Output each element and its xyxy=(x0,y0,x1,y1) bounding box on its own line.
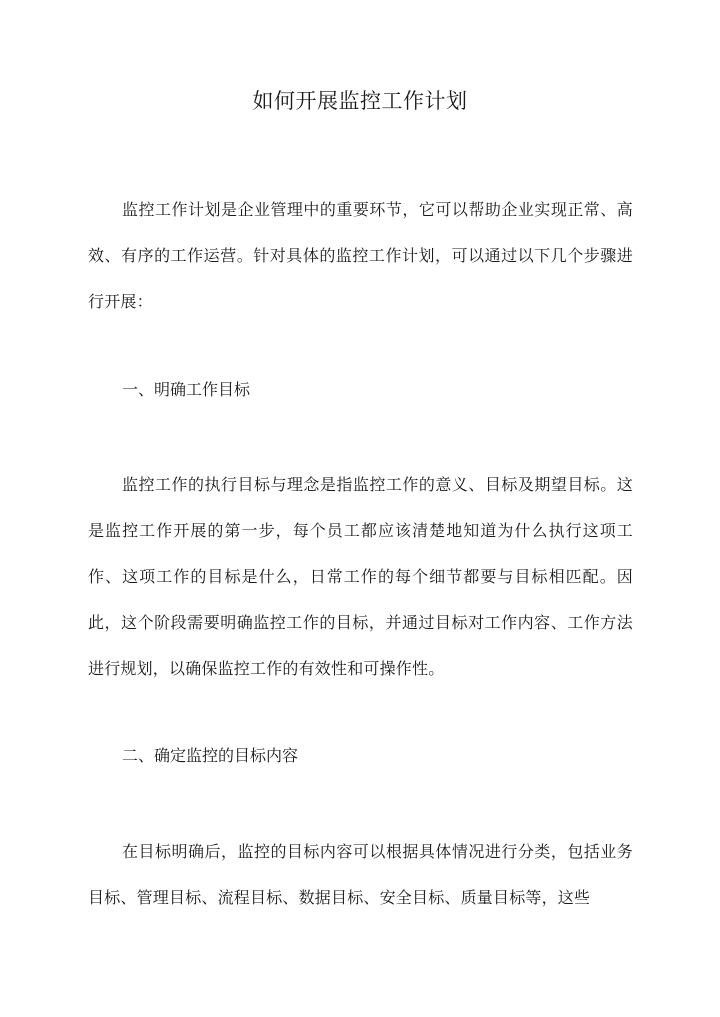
section-1-paragraph: 监控工作的执行目标与理念是指监控工作的意义、目标及期望目标。这是监控工作开展的第一步，每个员工都应该清楚地知道为什么执行这项工作、这项工作的目标是什么，日常工作的每个细节都要与目标相匹配。因此，这个阶段需要明确监控工作的目标，并通过目标对工作内容、工作方法进行规划，以确保监控工作的有效性和可操作性。 xyxy=(88,475,633,678)
intro-paragraph: 监控工作计划是企业管理中的重要环节，它可以帮助企业实现正常、高效、有序的工作运营。针对具体的监控工作计划，可以通过以下几个步骤进行开展： xyxy=(88,200,633,311)
document-title: 如何开展监控工作计划 xyxy=(252,89,468,113)
section-1-heading: 一、明确工作目标 xyxy=(122,380,251,399)
section-2-heading: 二、确定监控的目标内容 xyxy=(122,746,299,765)
section-2-paragraph: 在目标明确后，监控的目标内容可以根据具体情况进行分类，包括业务目标、管理目标、流程目标、数据目标、安全目标、质量目标等，这些 xyxy=(88,842,633,907)
